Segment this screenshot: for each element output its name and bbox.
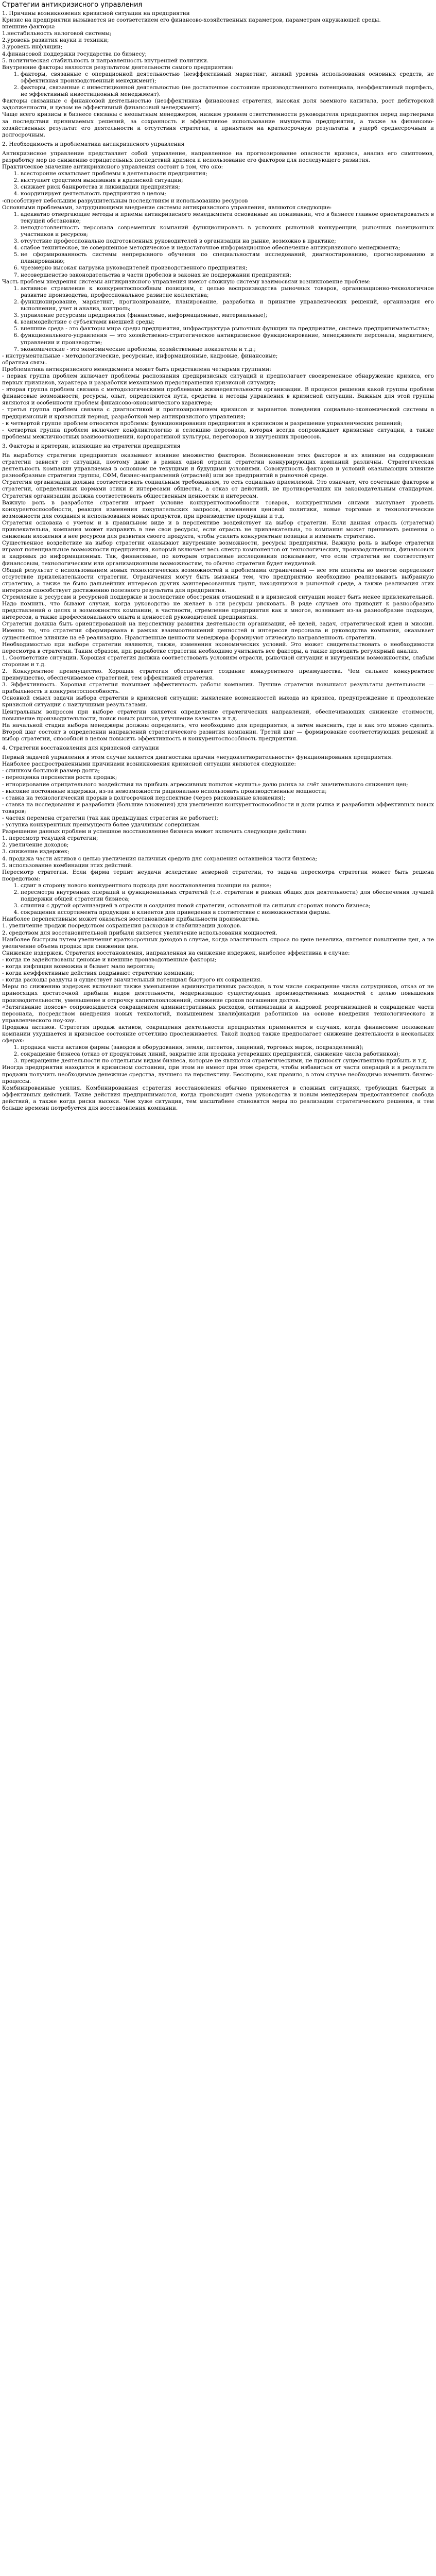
paragraph: обратная связь.: [2, 359, 47, 366]
list-item: 7. несовершенство законодательства в части пробелов в законах не поддержании предприятий;: [21, 272, 434, 279]
list-item: 4. координирует деятельность предприятия в целом;: [21, 191, 434, 197]
list-item: 3. отсутствие профессионально подготовленных руководителей в организации на рынке, возможно в практике;: [21, 238, 434, 245]
paragraph: Снижение издержек. Стратегия восстановления, направленная на снижение издержек, наиболее эффективна в случае:: [2, 950, 350, 956]
list-item: 5. внешние среда - это факторы мира среды предприятия, инфраструктура рыночных функции на предприятие, система предпринимательства;: [21, 326, 434, 332]
paragraph: 1.нестабильность налоговой системы;: [2, 30, 112, 37]
paragraph: Наиболее перспективным может оказаться восстановление прибыльности производства.: [2, 916, 260, 923]
paragraph: 2.уровень развития науки и техники;: [2, 37, 109, 44]
paragraph: 2. увеличение доходов;: [2, 842, 69, 849]
paragraph: -способствует небольшим разрушительным последствиям и использованию ресурсов: [2, 197, 248, 204]
paragraph: - четвертая группа проблем включает конфликтологию и селекцию персонала, которая всегда сопровождает кризисные ситуации, а также проблемы межличностных взаимоотношений, корпоративной культуры, переговоров и внутренних процессов.: [2, 427, 434, 440]
paragraph: 3. снижение издержек;: [2, 849, 69, 855]
paragraph: 1. Причины возникновения кризисной ситуации на предприятии: [2, 10, 190, 16]
list-item: 2. выступает средством выживания в кризисной ситуации;: [21, 177, 434, 184]
paragraph: - третья группа проблем связана с диагностикой и прогнозированием кризисов и вариантов поведения социально-экономической системы в предкризисный и кризисный период, разработкой мер антикризисного управления;: [2, 406, 434, 420]
paragraph: Внутренние факторы являются результатом деятельности самого предприятия:: [2, 64, 233, 71]
list-item: 1. сдвиг в сторону нового конкурентного подхода для восстановления позиции на рынке;: [21, 883, 434, 889]
paragraph: - высокие постоянные издержки, из-за невозможности рационально использовать производственные мощности;: [2, 788, 327, 794]
paragraph: Общий результат с использованием новых технологических возможностей и проблемами ограничений — все эти аспекты во многом определяют отсутствие привлекательности стратегии. Ограничения могут быть вызваны тем, что предприятию необходимо реализовывать выбранную стратегию, а также не было дальнейших интересов других заинтересованных групп, находящихся в рыночной среде, а также реализация этих интересов способствует достижению полезного результата для предприятия.: [2, 567, 434, 594]
paragraph: - когда расходы раздуты и существует значительный потенциал быстрого их сокращения.: [2, 977, 262, 984]
paragraph: Комбинированные усилия. Комбинированная стратегия восстановления обычно применяется в сложных ситуациях, требующих быстрых и эффективных действий. Такие действия предпринимаются, когда происходит смена руководства и новым менеджерам предоставляется свобода действий, а также когда риски высоки. Чем хуже ситуация, тем масштабнее становятся меры по реализации стратегического решения, и тем больше времени потребуется для восстановления компании.: [2, 1084, 434, 1111]
paragraph: Стремление к ресурсам и ресурсной поддержке и последствие обострения отношений и в кризисной ситуации может быть менее привлекательной. Надо помнить, что бывают случаи, когда руководство не желает в эти ресурсы рисковать. В ряде случаев это приводит к разнообразию представлений о целях и возможностях компании, в частности, стремление предприятия как и многое, возникает из-за разнообразие подходов, интересов, а также профессионального опыта и ценностей руководителей предприятия.: [2, 594, 434, 621]
paragraph: Основной смысл задачи выбора стратегии в кризисной ситуации: выявление возможностей выхода из кризиса, предупреждение и преодоление кризисной ситуации с наилучшими результатами.: [2, 695, 434, 708]
list-item: 5. не сформированность системы непрерывного обучения по специальностям исследований, диагностированию, прогнозированию и планированию;: [21, 251, 434, 265]
paragraph: - когда не задействованы ценовые и внешние производственные факторы;: [2, 956, 217, 963]
paragraph: «Затягивание поясов» сопровождается сокращением административных расходов, оптимизации и кадровой реорганизацией и сокращение части персонала, посредством внедрения новых технологий, повышением квалификации работников на основе внедрения технологического и управленческого ноу-хау.: [2, 1004, 434, 1024]
numbered-list: [2, 1044, 434, 1064]
paragraph: 2. средством для восстановительной прибыли является увеличение использования мощностей.: [2, 929, 277, 936]
paragraph: - вторая группа проблем связана с методологическими проблемами жизнедеятельности организации. В процессе решения какой группы проблем финансовые возможности, ресурсы, опыт, определяются пути, средства и методы управления в кризисной ситуации. Важным для этой группы являются и особенности проблем финансово-экономического характера;: [2, 386, 434, 406]
paragraph: 1. Соответствие ситуации. Хорошая стратегия должна соответствовать условиям отрасли, рыночной ситуации и внутренним возможностям, слабым сторонам и т.д.: [2, 654, 434, 668]
paragraph: - когда инфляция возможна и бывает мало вероятна;: [2, 963, 155, 970]
section-heading: 3. Факторы и критерии, влияющие на стратегии предприятия: [2, 443, 181, 449]
paragraph: Основными проблемами, затрудняющими внедрение системы антикризисного управления, являются следующие:: [2, 204, 332, 211]
paragraph: - инструментальные - методологические, ресурсные, информационные, кадровые, финансовые;: [2, 352, 278, 359]
list-item: 2. неподготовленность персонала современных компаний функционировать в условиях рыночной конкуренции, рыночных позиционных участников и ресурсов;: [21, 225, 434, 238]
list-item: 3. прекращение деятельности по отдельным видам бизнеса, которые не являются стратегическими, не приносят существенную прибыль и т.д.: [21, 1058, 434, 1064]
list-item: 4. сокращения ассортимента продукции и клиентов для приведения в соответствие с возможностями фирмы.: [21, 909, 434, 916]
paragraph: 5. политическая стабильность и направленность внутренней политики.: [2, 57, 209, 64]
list-item: 4. слабое техническое, не совершенное методическое и недостаточное информационное обеспечение антикризисного менеджмента;: [21, 245, 434, 251]
numbered-list: [2, 211, 434, 279]
paragraph: Факторы связанные с финансовой деятельностью (неэффективная финансовая стратегия, высокая доля заемного капитала, рост дебиторской задолженности, и целом не эффективный финансовый менеджмент).: [2, 98, 434, 111]
paragraph: Практическое значение антикризисного управления состоит в том, что оно:: [2, 164, 223, 171]
paragraph: Необходимостью при выборе стратегии являются, также, изменения экономических условий. Это может свидетельствовать о необходимости пересмотра в стратегии. Таким образом, при разработке стратегии необходимо учитывать все факторы, а также проводить регулярный анализ.: [2, 641, 434, 654]
list-item: 2. сокращение бизнеса (отказ от продуктовых линий, закрытие или продажа устаревших предприятий, снижение числа работников);: [21, 1051, 434, 1058]
list-item: 4. взаимодействие с субъектами внешней среды;: [21, 319, 434, 326]
paragraph: Пересмотр стратегии. Если фирма терпит неудачи вследствие неверной стратегии, то задача пересмотра стратегии может быть решена посредством:: [2, 869, 434, 882]
paragraph: На выработку стратегии предприятия оказывают влияние множество факторов. Возникновение этих факторов и их влияние на содержание стратегии зависят от ситуации, поэтому даже в рамках одной отрасли стратегии конкурирующих компаний различны. Стратегическая деятельность компании управляемая в основном не текущими и будущими условиями. Совокупность факторов и условий оказывающих влияние разнообразные стратегии группы, СФМ, бизнес-направлений (отраслей) или же предприятий в рыночной среде.: [2, 452, 434, 479]
paragraph: Продажа активов. Стратегия продаж активов, сокращения деятельности предприятия применяется в случаях, когда финансовое положение компании ухудшается и кризисное состояние отчетливо прослеживается. Такой подход также предполагает снижение деятельности в нескольких сферах:: [2, 1024, 434, 1044]
section-heading: 2. Необходимость и проблематика антикризисного управления: [2, 141, 185, 147]
numbered-list: [2, 171, 434, 197]
list-item: 1. факторы, связанные с операционной деятельностью (неэффективный маркетинг, низкий уровень использования основных средств, не эффективная производственный менеджмент);: [21, 71, 434, 84]
paragraph: Существенное воздействие на выбор стратегии оказывают внутренние возможности, ресурсы предприятия. Важную роль в выборе стратегии играют потенциальные возможности предприятия, который включает весь спектр компонентов от технологических, производственных, финансовых и кадровых до информационных. Так, финансовые, по которым отраслевые исследования показывают, что если стратегия не соответствует финансовым, технологическим или организационным возможностям, то обычно стратегия будет неудачной.: [2, 540, 434, 567]
list-item: 6. чрезмерно высокая нагрузка руководителей производственного предприятия;: [21, 265, 434, 272]
paragraph: Чаще всего кризисы в бизнесе связаны с неопытным менеджером, низким уровнем ответственности руководителя предприятия перед партнерами за последствия принимаемых решений, за сохранность и эффективное использование имущества предприятия, а также за финансово-хозяйственных результат его деятельности и отсутствия стратегии, а принятием на краткосрочную результаты в ущерб среднесрочным и долгосрочным.: [2, 111, 434, 138]
list-item: 1. активное стремление к конкурентоспособным позициям, с целью воспроизводства рыночных товаров, организационно-технологичное развитие производства, профессиональное развитие коллектива;: [21, 285, 434, 299]
paragraph: - когда неэффективные действия подрывают стратегию компании;: [2, 970, 195, 977]
list-item: 2. функционирование, маркетинг, прогнозирование, планирование, разработка и принятие управленческих решений, организация его выполнения, учет и анализ, контроль;: [21, 299, 434, 312]
paragraph: - первая группа проблем включает проблемы распознания предкризисных ситуаций и предполагает своевременное обнаружение кризиса, его первых признаков, характера и разработки механизмов предотвращения кризисной ситуации;: [2, 372, 434, 386]
paragraph: На начальной стадии выбора менеджеры должны определить, что необходимо для предприятия, а затем выяснить, где и как это можно сделать. Второй шаг состоит в определении направлений стратегического развития компании. Третий шаг — формирование соответствующих решений и выбор стратегии, способной в целом повысить эффективность и конкурентоспособность предприятия.: [2, 722, 434, 742]
paragraph: Стратегия организации должна соответствовать социальным требованиям, то есть социально приемлемой. Это означает, что сочетание факторов в стратегии, определенных нормами этики и интересами общества, а отказ от действий, не противоречащих ни законодательным стандартам. Стратегия организации должна соответствовать общественным ценностям и интересам.: [2, 479, 434, 499]
paragraph: - ставка на исследования и разработки (большие вложения) для увеличения конкурентоспособности и доли рынка и разработки эффективных новых товаров;: [2, 801, 434, 815]
list-item: 6. функционального-управления — это хозяйственно-стратегическое антикризисное функционирование, менеджменте персонала, маркетинге, управлении и производстве;: [21, 332, 434, 346]
numbered-list: [2, 71, 434, 98]
paragraph: Кризис на предприятии вызывается не соответствием его финансово-хозяйственных параметров, параметрам окружающей среды.: [2, 17, 381, 24]
paragraph: Первый задачей управления в этом случае является диагностика причин «неудовлетворительности» функционирования предприятия.: [2, 754, 393, 761]
paragraph: 1. увеличение продаж посредством сокращения расходов и стабилизации доходов.: [2, 923, 242, 929]
paragraph: 1. пересмотр текущей стратегии;: [2, 835, 98, 842]
list-item: 3. управление ресурсами предприятия (финансовые, информационные, материальные);: [21, 312, 434, 319]
paragraph: 4. продажа части активов с целью увеличения наличных средств для сохранения оставшейся части бизнеса;: [2, 855, 318, 862]
paragraph: - уступка конкурентных преимуществ более удачливым соперникам.: [2, 822, 201, 828]
paragraph: Часть проблем внедрения системы антикризисного управления имеют сложную систему взаимосвязи возникновение проблем:: [2, 278, 371, 285]
document-title: Стратегии антикризисного управления: [2, 1, 143, 9]
paragraph: 3. Эффективность. Хорошая стратегия повышает эффективность работы компании. Лучшие стратегии повышают результаты деятельности — прибыльность и конкурентоспособность.: [2, 682, 434, 695]
paragraph: 5. использование комбинации этих действий.: [2, 862, 133, 869]
paragraph: - переоценка перспектив роста продаж;: [2, 774, 117, 781]
paragraph: - ставка на технологический прорыв в долгосрочной перспективе (через рискованные вложения);: [2, 794, 286, 801]
list-item: 2. пересмотра внутренних операций и функциональных стратегий (т.е. стратегии в рамках общих для деятельности) для обеспечения лучшей поддержки общей стратегии бизнеса;: [21, 889, 434, 903]
paragraph: Стратегия должна быть ориентированной на перспективу развития деятельности организации, её целей, задач, стратегической идеи и миссии. Именно то, что стратегия сформирована в рамках взаимоотношений ценностей и интересов персонала и руководства компании, оказывает существенное влияние на её реализацию. Нравственные ценности менеджера формируют этическую направленность стратегии.: [2, 621, 434, 641]
list-item: 3. слияния с другой организацией в отрасли и создания новой стратегии, основанной на сильных сторонах нового бизнеса;: [21, 903, 434, 909]
numbered-list: [2, 883, 434, 916]
paragraph: - к четвертой группе проблем относятся проблемы функционирования предприятия в кризисном и разрешение управленческих решений;: [2, 420, 403, 427]
document: [0, 0, 436, 1114]
paragraph: 3.уровень инфляции;: [2, 44, 63, 50]
paragraph: Меры по снижению издержек включают также уменьшение административных расходов, в том числе сокращение числа сотрудников, отказ от не приносящих достаточной прибыли видов деятельности, модернизацию существующих производственных мощностей с целью повышения производительности, уменьшение и отсрочку капиталовложений, снижение сроков погашения долгов.: [2, 984, 434, 1004]
paragraph: 2. Конкурентное преимущество. Хорошая стратегия обеспечивает создание конкурентного преимущества. Чем сильнее конкурентное преимущество, обеспечиваемое стратегией, тем эффективней стратегия.: [2, 668, 434, 682]
paragraph: Центральным вопросом при выборе стратегии является определение стратегических направлений, обеспечивающих снижение стоимости, повышение производительности, поиск новых рынков, улучшение качества и т.д.: [2, 708, 434, 722]
list-item: 7. экономические - это экономические проблемы, хозяйственные показатели и т.д.;: [21, 346, 434, 353]
paragraph: Антикризисное управление представляет собой управление, направленное на прогнозирование опасности кризиса, анализ его симптомов, разработку мер по снижению отрицательных последствий кризиса и использование его факторов для последующего развития.: [2, 150, 434, 163]
section-heading: 4. Стратегии восстановления для кризисной ситуации: [2, 745, 159, 752]
paragraph: внешние факторы:: [2, 24, 56, 30]
list-item: 1. адекватно отвергающие методы и приемы антикризисного менеджмента основанные на понимании, что в бизнесе главное ориентироваться в текущей обстановке;: [21, 211, 434, 225]
numbered-list: [2, 285, 434, 353]
document-body: [2, 10, 434, 1112]
paragraph: - частая перемена стратегии (так как предыдущая стратегия не работает);: [2, 815, 218, 821]
paragraph: Наиболее быстрым путем увеличения краткосрочных доходов в случае, когда эластичность спроса по цене невелика, является повышение цен, а не увеличение объема продаж при снижении цен.: [2, 936, 434, 950]
paragraph: 4.финансовой поддержки государства по бизнесу;: [2, 50, 147, 57]
paragraph: Наиболее распространенными причинами возникновения кризисной ситуации являются следующие:: [2, 761, 296, 768]
list-item: 2. факторы, связанные с инвестиционной деятельностью (не достаточное состояние производственного потенциала, неэффективный портфель, не эффективный инвестиционный менеджмент).: [21, 84, 434, 98]
paragraph: Проблематика антикризисного менеджмента может быть представлена четырьмя группами:: [2, 366, 271, 372]
paragraph: - слишком большой размер долга;: [2, 768, 100, 774]
list-item: 1. всесторонне охватывает проблемы в деятельности предприятия;: [21, 171, 434, 177]
paragraph: Стратегия основана с учетом и в правильном виде и в перспективе воздействует на выбор стратегии. Если данная отрасль (стратегия) привлекательна, компания может направить в нее свои ресурсы, если отрасль не привлекательна, то компания может принимать решения о снижении вложения в нее ресурсов для развития своего продукта, чтобы усилить конкурентные позиции и изменить стратегию.: [2, 519, 434, 540]
paragraph: - игнорирование отрицательного воздействия на прибыль агрессивных попыток «купить» долю рынка за счёт значительного снижения цен;: [2, 781, 408, 788]
list-item: 3. снижает риск банкротства и ликвидации предприятия;: [21, 184, 434, 191]
list-item: 1. продажа части активов фирмы (заводов и оборудования, земли, патентов, лицензий, торговых марок, подразделений);: [21, 1044, 434, 1051]
paragraph: Иногда предприятия находятся в кризисном состоянии, при этом не имеют при этом средств, чтобы избавиться от части операций и в результате продажи получить необходимые денежные средства, лучшего на перспективу. Бесспорно, как правило, в этом случае необходимо изменить бизнес-процессы.: [2, 1064, 434, 1084]
paragraph: Разрешение данных проблем и успешное восстановление бизнеса может включать следующие действия:: [2, 828, 307, 835]
paragraph: Важную роль в разработке стратегии играет условие конкурентоспособности товаров, конкурентными силами выступает уровень конкурентоспособности, реакция изменения покупательских запросов, изменения ценовой политики, новые торговые и технологические возможности для создания и использования новых продуктов, при производстве продукции и т.д.: [2, 499, 434, 519]
